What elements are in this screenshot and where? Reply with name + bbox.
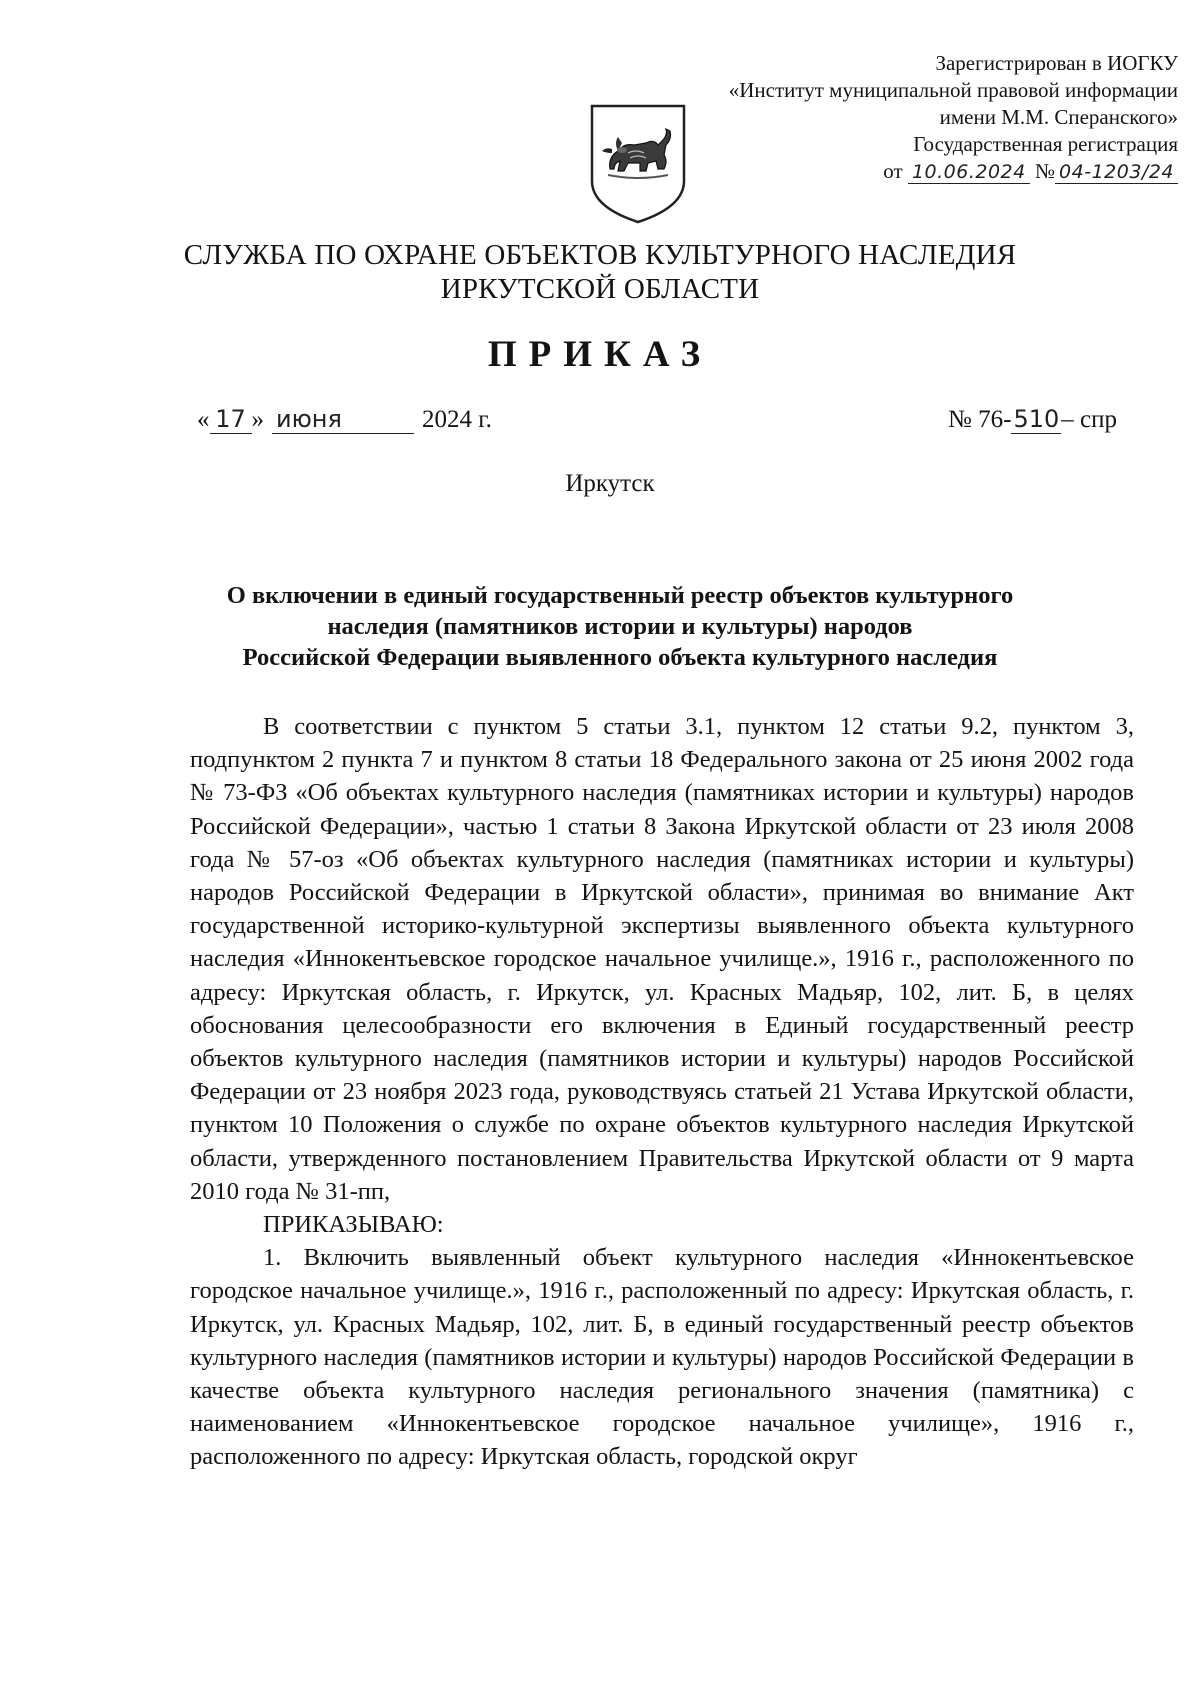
order-item-1: 1. Включить выявленный объект культурного наследия «Иннокентьевское городское начальное училище.», 1916 г., расположенный по адресу: Иркутская область, г. Иркутск, ул. Красных Мадьяр, 102, лит. Б, в единый государственный реестр объектов культурного наследия (памятников истории и культуры) народов Российской Федерации в качестве объекта культурного наследия регионального значения (памятника) с наименованием «Иннокентьевское городское начальное училище», 1916 г., расположенного по адресу: Иркутская область, городской округ	[190, 1244, 1134, 1471]
registration-line-3: имени М.М. Сперанского»	[939, 105, 1178, 129]
order-date	[197, 402, 492, 438]
agency-heading	[100, 238, 1100, 306]
subject-line-1: О включении в единый государственный реестр объектов культурного	[226, 582, 1014, 609]
close-quote: »	[251, 406, 264, 433]
order-month: июня	[272, 405, 414, 434]
city-name: Иркутск	[565, 470, 655, 497]
registration-stamp	[618, 50, 1178, 185]
order-number	[948, 402, 1117, 438]
registration-number-label: №	[1034, 159, 1056, 183]
order-day: 17	[210, 405, 252, 434]
registration-line-1: Зарегистрирован в ИОГКУ	[935, 51, 1178, 75]
subject-line-2: наследия (памятников истории и культуры) народов	[327, 613, 913, 640]
agency-line-1: СЛУЖБА ПО ОХРАНЕ ОБЪЕКТОВ КУЛЬТУРНОГО НАСЛЕДИЯ	[183, 239, 1017, 271]
coat-of-arms-icon	[588, 103, 688, 225]
document-body	[190, 710, 1134, 1474]
registration-line-5	[618, 158, 1178, 185]
preamble-paragraph: В соответствии с пунктом 5 статьи 3.1, пунктом 12 статьи 9.2, пунктом 3, подпунктом 2 пункта 7 и пунктом 8 статьи 18 Федерального закона от 25 июня 2002 года № 73-ФЗ «Об объектах культурного наследия (памятниках истории и культуры) народов Российской Федерации», частью 1 статьи 8 Закона Иркутской области от 23 июля 2008 года № 57-оз «Об объектах культурного наследия (памятниках истории и культуры) народов Российской Федерации в Иркутской области», принимая во внимание Акт государственной историко-культурной экспертизы выявленного объекта культурного наследия «Иннокентьевское городское начальное училище.», 1916 г., расположенного по адресу: Иркутская область, г. Иркутск, ул. Красных Мадьяр, 102, лит. Б, в целях обоснования целесообразности его включения в Единый государственный реестр объектов культурного наследия (памятников истории и культуры) народов Российской Федерации от 23 ноября 2023 года, руководствуясь статьей 21 Устава Иркутской области, пунктом 10 Положения о службе по охране объектов культурного наследия Иркутской области, утвержденного постановлением Правительства Иркутской области от 9 марта 2010 года № 31-пп,	[190, 713, 1134, 1205]
agency-line-2: ИРКУТСКОЙ ОБЛАСТИ	[440, 273, 760, 305]
order-date-row	[197, 402, 1117, 442]
order-number-suffix: – спр	[1061, 406, 1117, 433]
registration-line-4: Государственная регистрация	[913, 132, 1178, 156]
order-subject	[180, 580, 1060, 673]
registration-number: 04-1203/24	[1055, 161, 1178, 184]
order-word: ПРИКАЗЫВАЮ:	[263, 1211, 444, 1239]
registration-from-label: от	[883, 159, 903, 183]
order-number-prefix: № 76-	[948, 406, 1012, 433]
order-number-value: 510	[1013, 405, 1060, 433]
order-year: 2024 г.	[422, 406, 492, 433]
registration-date: 10.06.2024	[908, 161, 1030, 184]
registration-line-2: «Институт муниципальной правовой информации	[728, 78, 1178, 102]
open-quote: «	[197, 406, 210, 433]
subject-line-3: Российской Федерации выявленного объекта культурного наследия	[242, 644, 998, 671]
document-title: ПРИКАЗ	[487, 334, 713, 375]
